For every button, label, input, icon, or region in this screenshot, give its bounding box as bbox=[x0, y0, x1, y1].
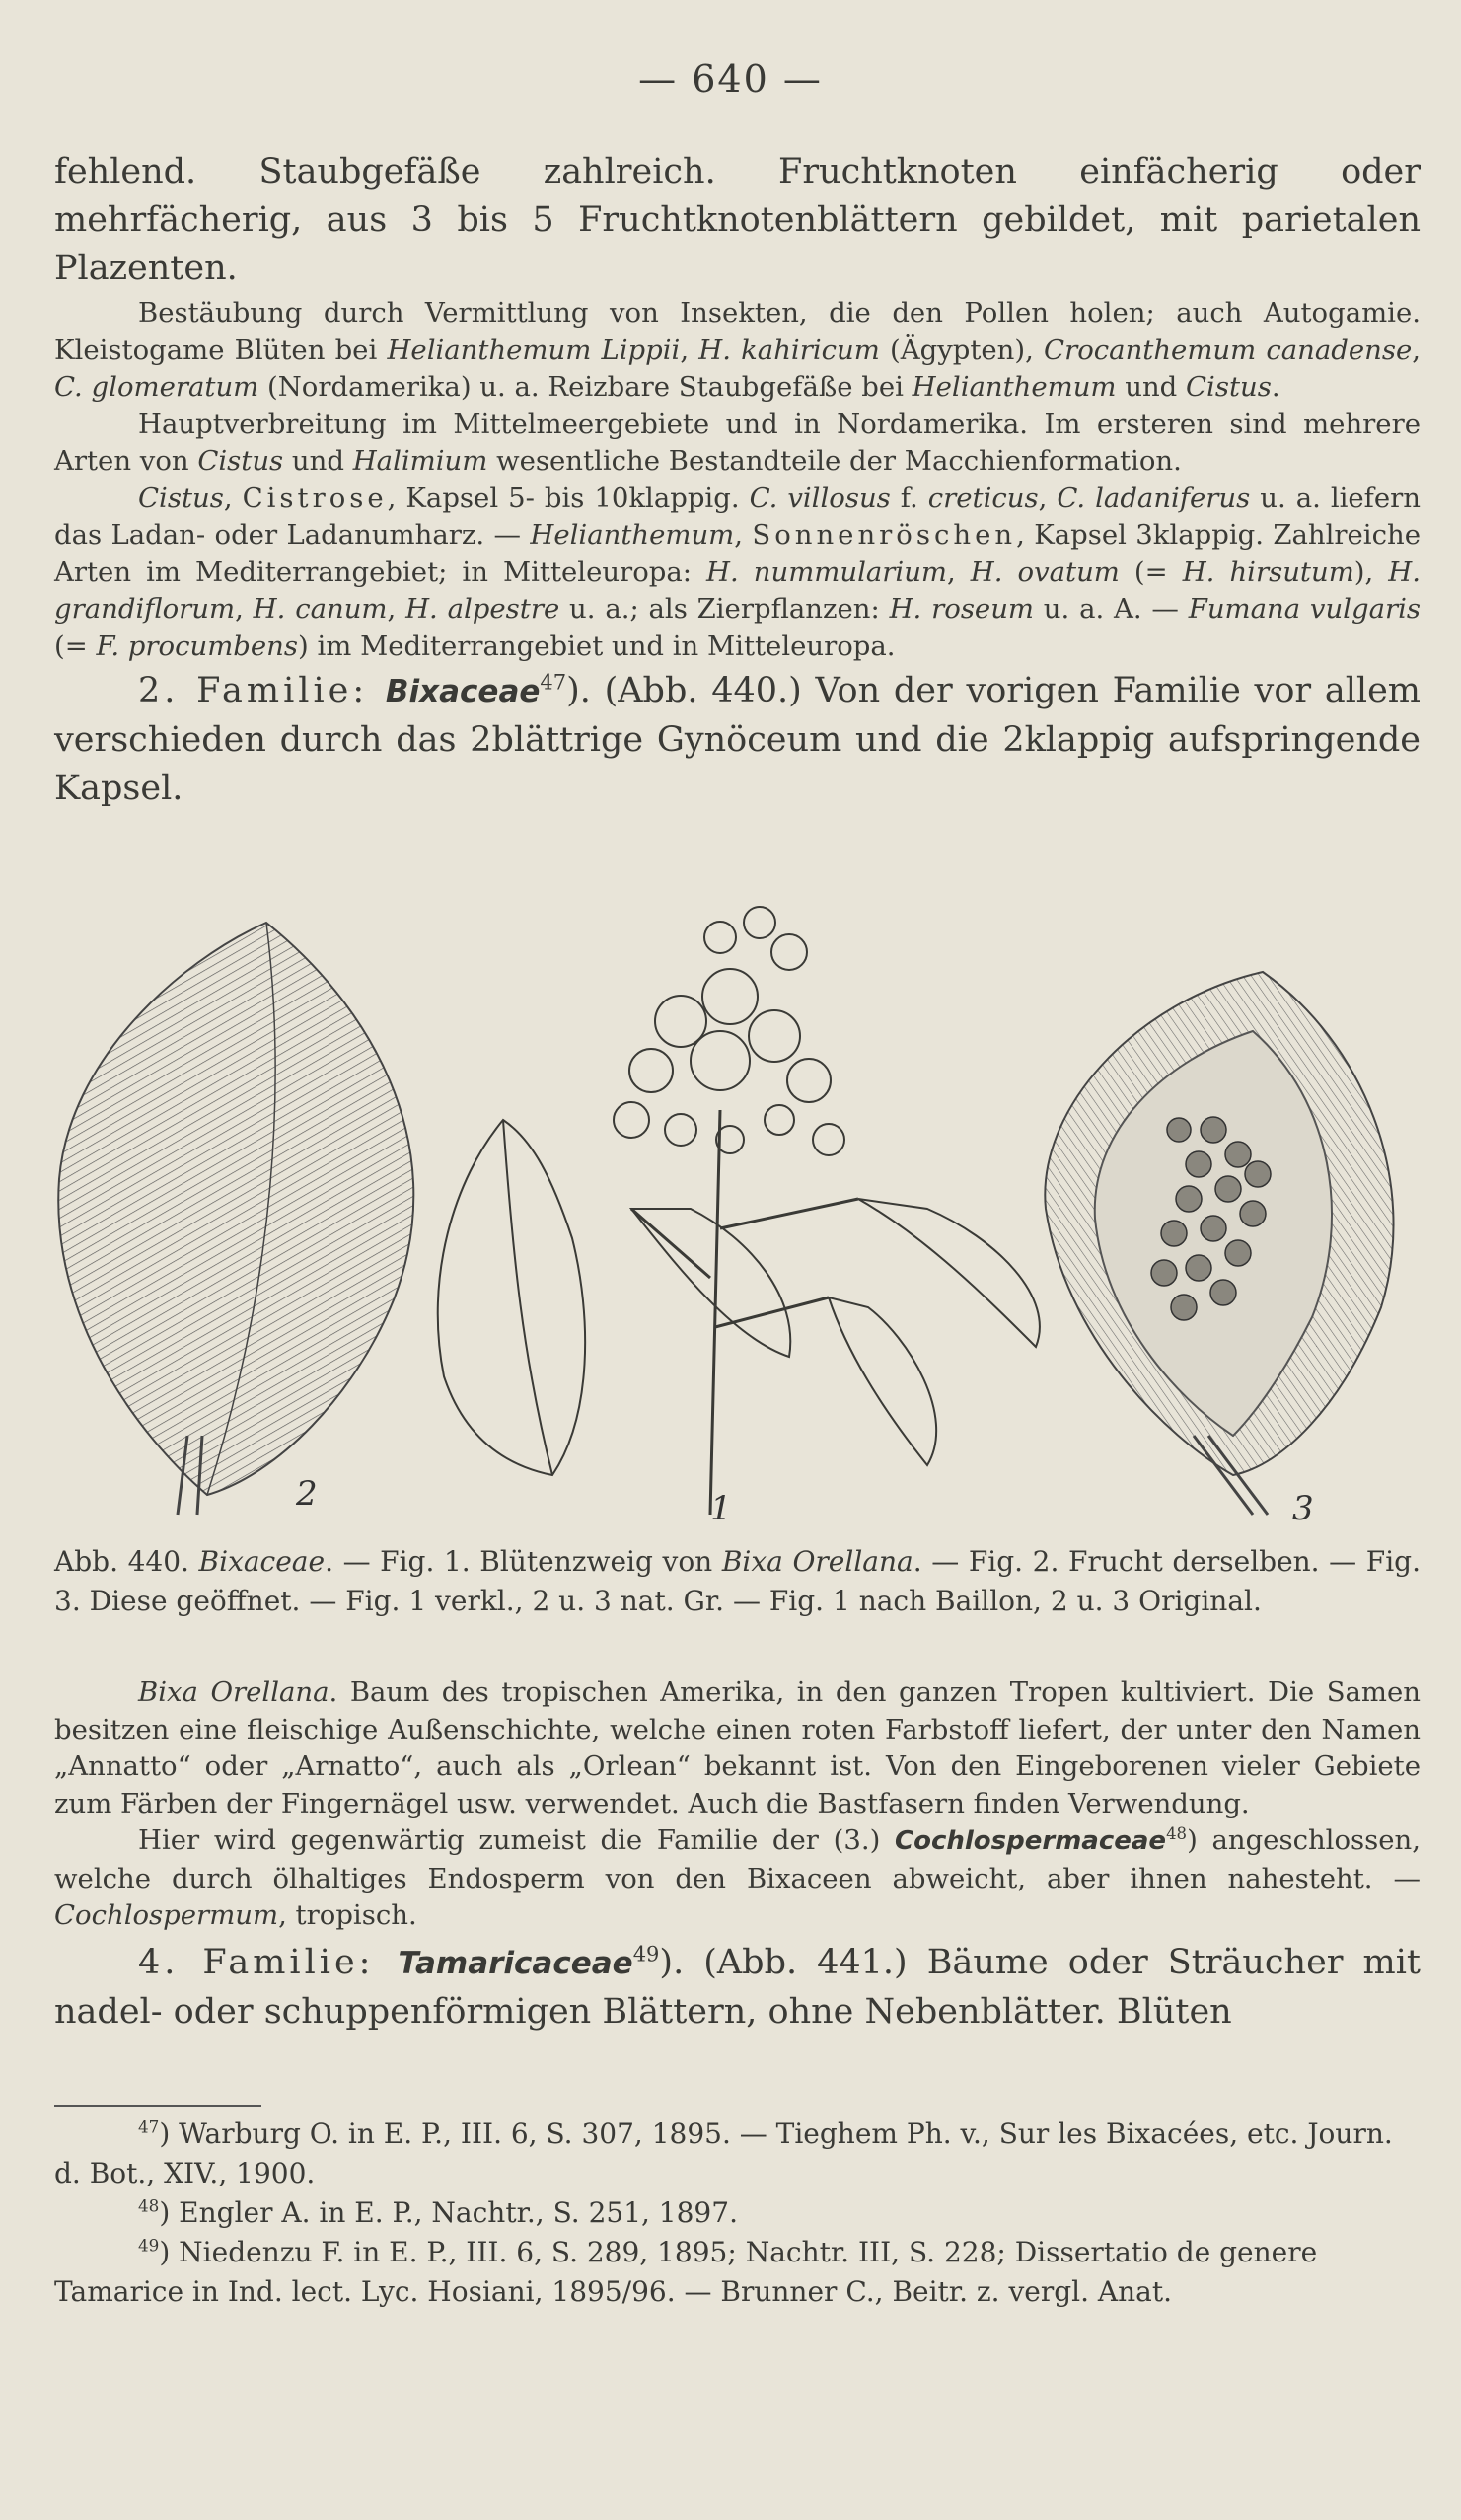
fig2-spiny-fruit bbox=[58, 923, 413, 1515]
fig3-opened-capsule bbox=[1045, 972, 1393, 1515]
lower-text-block bbox=[54, 1674, 1421, 2037]
pollination-paragraph: Bestäubung durch Vermittlung von Insekten, die den Pollen holen; auch Autogamie. Kleistogame Blüten bei Helianthemum Lippii, H. kahiricum (Ägypten), Crocanthemum canadense, C. glomeratum (Nordamerika) u. a. Reizbare Staubgefäße bei Helianthemum und Cistus. bbox=[54, 297, 1421, 403]
family-bixaceae-paragraph: 2. Familie: Bixaceae$^{47}$). (Abb. 440.) Von der vorigen Familie vor allem verschieden durch das 2blättrige Gynöceum und die 2klappig aufspringende Kapsel. bbox=[54, 670, 1421, 808]
cochlospermaceae-paragraph: Hier wird gegenwärtig zumeist die Familie der (3.) Cochlospermaceae$^{48}$) angeschlossen, welche durch ölhaltiges Endosperm von den Bixaceen abweicht, aber ihnen nahesteht. — Cochlospermum, tropisch. bbox=[54, 1823, 1421, 1931]
bixa-illustration bbox=[39, 883, 1430, 1554]
family-tamaricaceae-name: Tamaricaceae bbox=[398, 1945, 633, 1981]
figure-caption: Abb. 440. Bixaceae. — Fig. 1. Blütenzweig von Bixa Orellana. — Fig. 2. Frucht derselben. — Fig. 3. Diese geöffnet. — Fig. 1 verkl., 2 u. 3 nat. Gr. — Fig. 1 nach Baillon, 2 u. 3 Original. bbox=[54, 1545, 1421, 1617]
figure-440 bbox=[39, 883, 1430, 1554]
cistus-paragraph: Cistus, Cistrose, Kapsel 5- bis 10klappig. C. villosus f. creticus, C. ladaniferus u. a. liefern das Ladan- oder Ladanumharz. — Helianthemum, Sonnenröschen, Kapsel 3klappig. Zahlreiche Arten im Mediterrangebiet; in Mitteleuropa: H. nummularium, H. ovatum (= H. hirsutum), H. grandiflorum, H. canum, H. alpestre u. a.; als Zierpflanzen: H. roseum u. a. A. — Fumana vulgaris (= F. procumbens) im Mediterrangebiet und in Mitteleuropa. bbox=[54, 482, 1422, 662]
page-number: — 640 — bbox=[638, 57, 823, 101]
fig3-label: 3 bbox=[1292, 1489, 1314, 1528]
fig1-label: 1 bbox=[710, 1489, 732, 1528]
footnotes bbox=[54, 2114, 1421, 2312]
family-tamaricaceae-paragraph: 4. Familie: Tamaricaceae$^{49}$). (Abb. 441.) Bäume oder Sträucher mit nadel- oder schuppenförmigen Blättern, ohne Nebenblätter. Blüten bbox=[54, 1941, 1421, 2032]
intro-paragraph: fehlend. Staubgefäße zahlreich. Fruchtknoten einfächerig oder mehrfächerig, aus 3 bis 5 Fruchtknotenblättern gebildet, mit parietalen Plazenten. bbox=[54, 152, 1421, 288]
footnote-divider bbox=[54, 2105, 261, 2107]
fig1-flowering-branch bbox=[438, 907, 1040, 1515]
top-text-block bbox=[54, 148, 1421, 813]
bixa-orellana-paragraph: Bixa Orellana. Baum des tropischen Amerika, in den ganzen Tropen kultiviert. Die Samen besitzen eine fleischige Außenschichte, welche einen roten Farbstoff liefert, der unter den Namen „Annatto“ oder „Arnatto“, auch als „Orlean“ bekannt ist. Von den Eingeborenen vieler Gebiete zum Färben der Fingernägel usw. verwendet. Auch die Bastfasern finden Verwendung. bbox=[54, 1676, 1421, 1819]
distribution-paragraph: Hauptverbreitung im Mittelmeergebiete und in Nordamerika. Im ersteren sind mehrere Arten von Cistus und Halimium wesentliche Bestandteile der Macchienformation. bbox=[54, 408, 1421, 477]
footnote-47: $^{47}$) Warburg O. in E. P., III. 6, S. 307, 1895. — Tieghem Ph. v., Sur les Bixacées, etc. Journ. d. Bot., XIV., 1900. bbox=[54, 2116, 1393, 2189]
footnote-48: $^{48}$) Engler A. in E. P., Nachtr., S. 251, 1897. bbox=[138, 2195, 738, 2229]
family-bixaceae-name: Bixaceae bbox=[385, 674, 541, 709]
fig2-label: 2 bbox=[296, 1474, 318, 1514]
footnote-49: $^{49}$) Niedenzu F. in E. P., III. 6, S. 289, 1895; Nachtr. III, S. 228; Dissertatio de genere Tamarice in Ind. lect. Lyc. Hosiani, 1895/96. — Brunner C., Beitr. z. vergl. Anat. bbox=[54, 2235, 1318, 2308]
